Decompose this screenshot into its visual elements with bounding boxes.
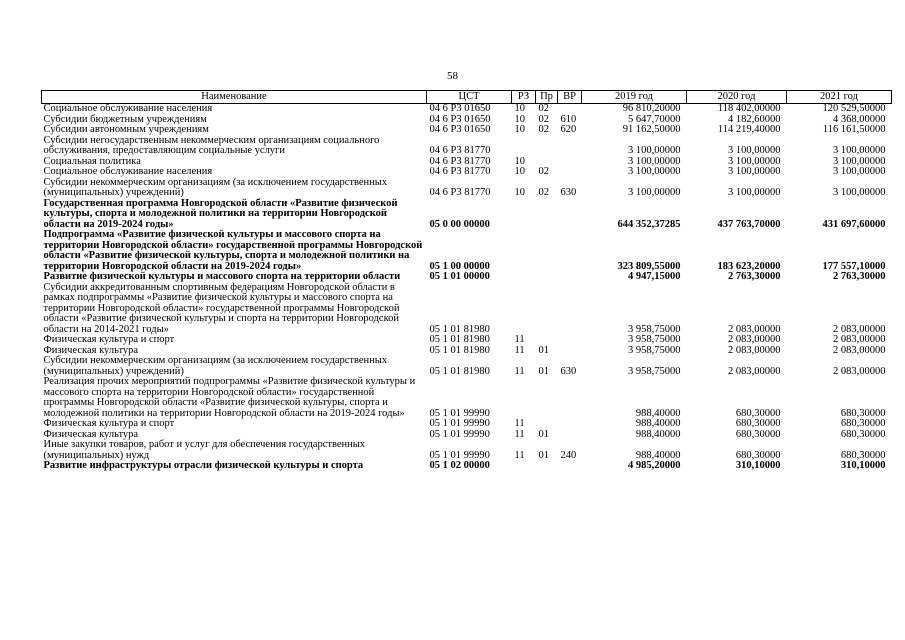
cell-rz	[512, 377, 536, 419]
cell-2021: 431 697,60000	[822, 218, 886, 230]
cell-name: Физическая культура и спорт	[43, 334, 175, 345]
page-number: 58	[447, 70, 458, 82]
cell-name: Субсидии аккредитованным спортивным федерациям Новгородской области в рамках подпрограммы «Развитие физической культуры и массового спорта на территории Новгородской области» государственной программы Новгородской области «Развитие физической культуры и спорта на территории Новгородской области на 2014-2021 годы»	[43, 281, 400, 335]
cell-pr: 02	[538, 113, 549, 125]
cell-2020: 3 100,00000	[728, 155, 781, 167]
table-header-row	[42, 91, 892, 104]
cell-rz: 10	[514, 113, 525, 125]
cell-name: Субсидии некоммерческим организациям (за исключением государственных (муниципальных) учреждений)	[43, 355, 388, 377]
cell-vr	[558, 167, 582, 178]
cell-2019: 4 985,20000	[628, 460, 681, 471]
cell-2021: 680,30000	[840, 449, 886, 461]
cell-cst: 05 1 01 00000	[429, 271, 490, 282]
cell-2020: 2 083,00000	[728, 323, 781, 335]
cell-name: Физическая культура	[43, 428, 139, 440]
cell-rz: 10	[514, 155, 525, 167]
cell-rz: 10	[514, 103, 525, 114]
cell-rz: 10	[514, 166, 525, 177]
cell-pr	[536, 419, 558, 430]
cell-cst: 05 1 01 99990	[429, 428, 490, 440]
header-cst: ЦСТ	[427, 91, 512, 104]
cell-2019: 3 958,75000	[628, 365, 681, 377]
cell-2021: 2 083,00000	[833, 344, 886, 356]
cell-rz: 11	[514, 365, 525, 377]
cell-vr	[558, 335, 582, 346]
cell-pr: 01	[538, 344, 549, 356]
cell-name: Субсидии автономным учреждениям	[43, 124, 209, 135]
cell-2020: 3 100,00000	[728, 187, 781, 198]
cell-vr: 240	[560, 449, 577, 461]
cell-2019: 644 352,37285	[617, 218, 681, 230]
cell-vr: 630	[560, 365, 577, 377]
cell-name: Субсидии некоммерческим организациям (за исключением государственных (муниципальных) учреждений)	[43, 176, 388, 198]
cell-2019: 3 958,75000	[628, 344, 681, 356]
cell-vr	[558, 136, 582, 157]
header-pr: Пр	[536, 91, 558, 104]
cell-name: Развитие физической культуры и массового спорта на территории области	[43, 271, 401, 282]
cell-pr: 02	[538, 166, 549, 177]
cell-cst: 04 6 Р3 01650	[429, 103, 491, 114]
cell-vr	[558, 346, 582, 357]
cell-2019: 3 958,75000	[628, 323, 681, 335]
cell-2021: 3 100,00000	[833, 155, 886, 167]
cell-2020: 680,30000	[735, 407, 781, 419]
cell-name: Государственная программа Новгородской области «Развитие физической культуры, спорта и молодежной политики на территории Новгородской области на 2019-2024 годы»	[43, 197, 398, 230]
table-row	[42, 461, 892, 472]
cell-2019: 3 958,75000	[628, 334, 681, 345]
cell-2021: 177 557,10000	[822, 260, 886, 272]
table-row	[42, 104, 892, 115]
cell-name: Физическая культура	[43, 344, 139, 356]
cell-vr	[558, 461, 582, 472]
cell-rz: 10	[514, 187, 525, 198]
cell-2021: 2 083,00000	[833, 334, 886, 345]
cell-cst: 04 6 Р3 81770	[429, 166, 491, 177]
cell-rz	[512, 272, 536, 283]
table-row	[42, 199, 892, 231]
cell-vr	[558, 377, 582, 419]
cell-cst: 04 6 Р3 01650	[429, 113, 491, 125]
cell-2021: 2 763,30000	[833, 271, 886, 282]
cell-2020: 310,10000	[735, 460, 781, 471]
cell-vr	[558, 419, 582, 430]
cell-2021: 2 083,00000	[833, 365, 886, 377]
table-row	[42, 440, 892, 461]
cell-2021: 680,30000	[840, 407, 886, 419]
cell-rz: 11	[514, 334, 525, 345]
cell-2020: 680,30000	[735, 449, 781, 461]
cell-2019: 988,40000	[635, 418, 681, 429]
cell-2020: 183 623,20000	[717, 260, 781, 272]
cell-cst: 05 1 01 81980	[429, 323, 490, 335]
table-row	[42, 230, 892, 272]
cell-rz	[512, 199, 536, 231]
cell-2021: 680,30000	[840, 428, 886, 440]
cell-2020: 118 402,00000	[717, 103, 781, 114]
cell-2020: 680,30000	[735, 428, 781, 440]
header-name: Наименование	[42, 91, 427, 104]
cell-2019: 91 162,50000	[622, 124, 681, 135]
cell-vr	[558, 199, 582, 231]
cell-cst: 05 1 01 99990	[429, 449, 490, 461]
cell-pr	[536, 136, 558, 157]
cell-pr	[536, 272, 558, 283]
cell-rz: 11	[514, 428, 525, 440]
cell-2020: 3 100,00000	[728, 166, 781, 177]
cell-rz	[512, 283, 536, 336]
cell-vr	[558, 104, 582, 115]
cell-2021: 3 100,00000	[833, 145, 886, 156]
cell-2019: 3 100,00000	[628, 166, 681, 177]
cell-pr	[536, 377, 558, 419]
cell-2019: 323 809,55000	[617, 260, 681, 272]
cell-rz: 10	[514, 124, 525, 135]
cell-vr: 630	[560, 187, 577, 198]
cell-cst: 04 6 Р3 81770	[429, 187, 491, 198]
budget-table	[41, 90, 892, 472]
table-row	[42, 283, 892, 336]
cell-pr: 01	[538, 365, 549, 377]
header-vr: ВР	[558, 91, 582, 104]
cell-2019: 96 810,20000	[622, 103, 681, 114]
cell-2021: 2 083,00000	[833, 323, 886, 335]
cell-rz: 11	[514, 344, 525, 356]
cell-2021: 680,30000	[840, 418, 886, 429]
cell-vr	[558, 157, 582, 168]
cell-pr	[536, 461, 558, 472]
cell-pr	[536, 283, 558, 336]
cell-cst: 04 6 Р3 81770	[429, 145, 491, 156]
cell-vr	[558, 430, 582, 441]
cell-vr: 610	[560, 113, 577, 125]
cell-name: Иные закупки товаров, работ и услуг для обеспечения государственных (муниципальных) нужд	[43, 439, 366, 461]
table-row	[42, 136, 892, 157]
table-row	[42, 377, 892, 419]
cell-2021: 3 100,00000	[833, 166, 886, 177]
cell-2020: 437 763,70000	[717, 218, 781, 230]
cell-vr: 620	[560, 124, 577, 135]
cell-pr: 02	[538, 124, 549, 135]
cell-2019: 4 947,15000	[628, 271, 681, 282]
cell-cst: 05 1 02 00000	[429, 460, 490, 471]
cell-cst: 05 0 00 00000	[429, 218, 490, 230]
cell-pr: 02	[538, 103, 549, 114]
cell-rz	[512, 461, 536, 472]
cell-name: Развитие инфраструктуры отрасли физической культуры и спорта	[43, 460, 364, 471]
cell-2020: 114 219,40000	[717, 124, 781, 135]
cell-cst: 04 6 Р3 01650	[429, 124, 491, 135]
cell-name: Социальное обслуживание населения	[43, 166, 213, 177]
cell-pr: 01	[538, 428, 549, 440]
cell-cst: 05 1 01 81980	[429, 344, 490, 356]
cell-2020: 2 763,30000	[728, 271, 781, 282]
header-2021: 2021 год	[787, 91, 892, 104]
cell-name: Подпрограмма «Развитие физической культуры и массового спорта на территории Новгородской области» государственной программы Новгородской области «Развитие физической культуры, спорта и молодежной политики на территории Новгородской области на 2019-2024 годы»	[43, 229, 423, 272]
cell-2019: 988,40000	[635, 407, 681, 419]
table-row	[42, 335, 892, 346]
cell-rz	[512, 230, 536, 272]
cell-pr	[536, 335, 558, 346]
cell-2019: 3 100,00000	[628, 155, 681, 167]
cell-rz	[512, 136, 536, 157]
cell-2019: 5 647,70000	[628, 113, 681, 125]
cell-2020: 4 182,60000	[728, 113, 781, 125]
cell-2020: 680,30000	[735, 418, 781, 429]
cell-vr	[558, 272, 582, 283]
header-rz: РЗ	[512, 91, 536, 104]
cell-2019: 988,40000	[635, 449, 681, 461]
table-row	[42, 178, 892, 199]
cell-2019: 988,40000	[635, 428, 681, 440]
table-body	[42, 104, 892, 472]
cell-vr	[558, 230, 582, 272]
cell-rz: 11	[514, 418, 525, 429]
cell-2020: 2 083,00000	[728, 334, 781, 345]
cell-2021: 120 529,50000	[822, 103, 886, 114]
cell-pr: 02	[538, 187, 549, 198]
cell-name: Социальная политика	[43, 155, 141, 167]
cell-2020: 2 083,00000	[728, 344, 781, 356]
table-row	[42, 272, 892, 283]
cell-2021: 310,10000	[840, 460, 886, 471]
cell-2020: 2 083,00000	[728, 365, 781, 377]
cell-rz: 11	[514, 449, 525, 461]
cell-cst: 04 6 Р3 81770	[429, 155, 491, 167]
cell-pr	[536, 199, 558, 231]
cell-name: Субсидии бюджетным учреждениям	[43, 113, 207, 125]
table-row	[42, 419, 892, 430]
cell-2019: 3 100,00000	[628, 145, 681, 156]
cell-name: Реализация прочих мероприятий подпрограммы «Развитие физической культуры и массового спорта на территории Новгородской области» государственной программы Новгородской области «Развитие физической культуры, спорта и молодежной политики на территории Новгородской области на 2019-2024 годы»	[43, 376, 416, 419]
cell-cst: 05 1 01 99990	[429, 418, 490, 429]
cell-2019: 3 100,00000	[628, 187, 681, 198]
cell-2021: 3 100,00000	[833, 187, 886, 198]
cell-vr	[558, 283, 582, 336]
table-row	[42, 167, 892, 178]
cell-name: Физическая культура и спорт	[43, 418, 175, 429]
header-2020: 2020 год	[687, 91, 787, 104]
cell-cst: 05 1 01 81980	[429, 365, 490, 377]
cell-name: Субсидии негосударственным некоммерческим организациям социального обслуживания, предоставляющим социальные услуги	[43, 134, 380, 156]
header-2019: 2019 год	[582, 91, 687, 104]
cell-cst: 05 1 01 99990	[429, 407, 490, 419]
cell-name: Социальное обслуживание населения	[43, 103, 213, 114]
cell-cst: 05 1 01 81980	[429, 334, 490, 345]
cell-pr: 01	[538, 449, 549, 461]
cell-cst: 05 1 00 00000	[429, 260, 490, 272]
table-row	[42, 125, 892, 136]
cell-2021: 4 368,00000	[833, 113, 886, 125]
table-row	[42, 356, 892, 377]
cell-2021: 116 161,50000	[822, 124, 886, 135]
cell-pr	[536, 230, 558, 272]
cell-2020: 3 100,00000	[728, 145, 781, 156]
